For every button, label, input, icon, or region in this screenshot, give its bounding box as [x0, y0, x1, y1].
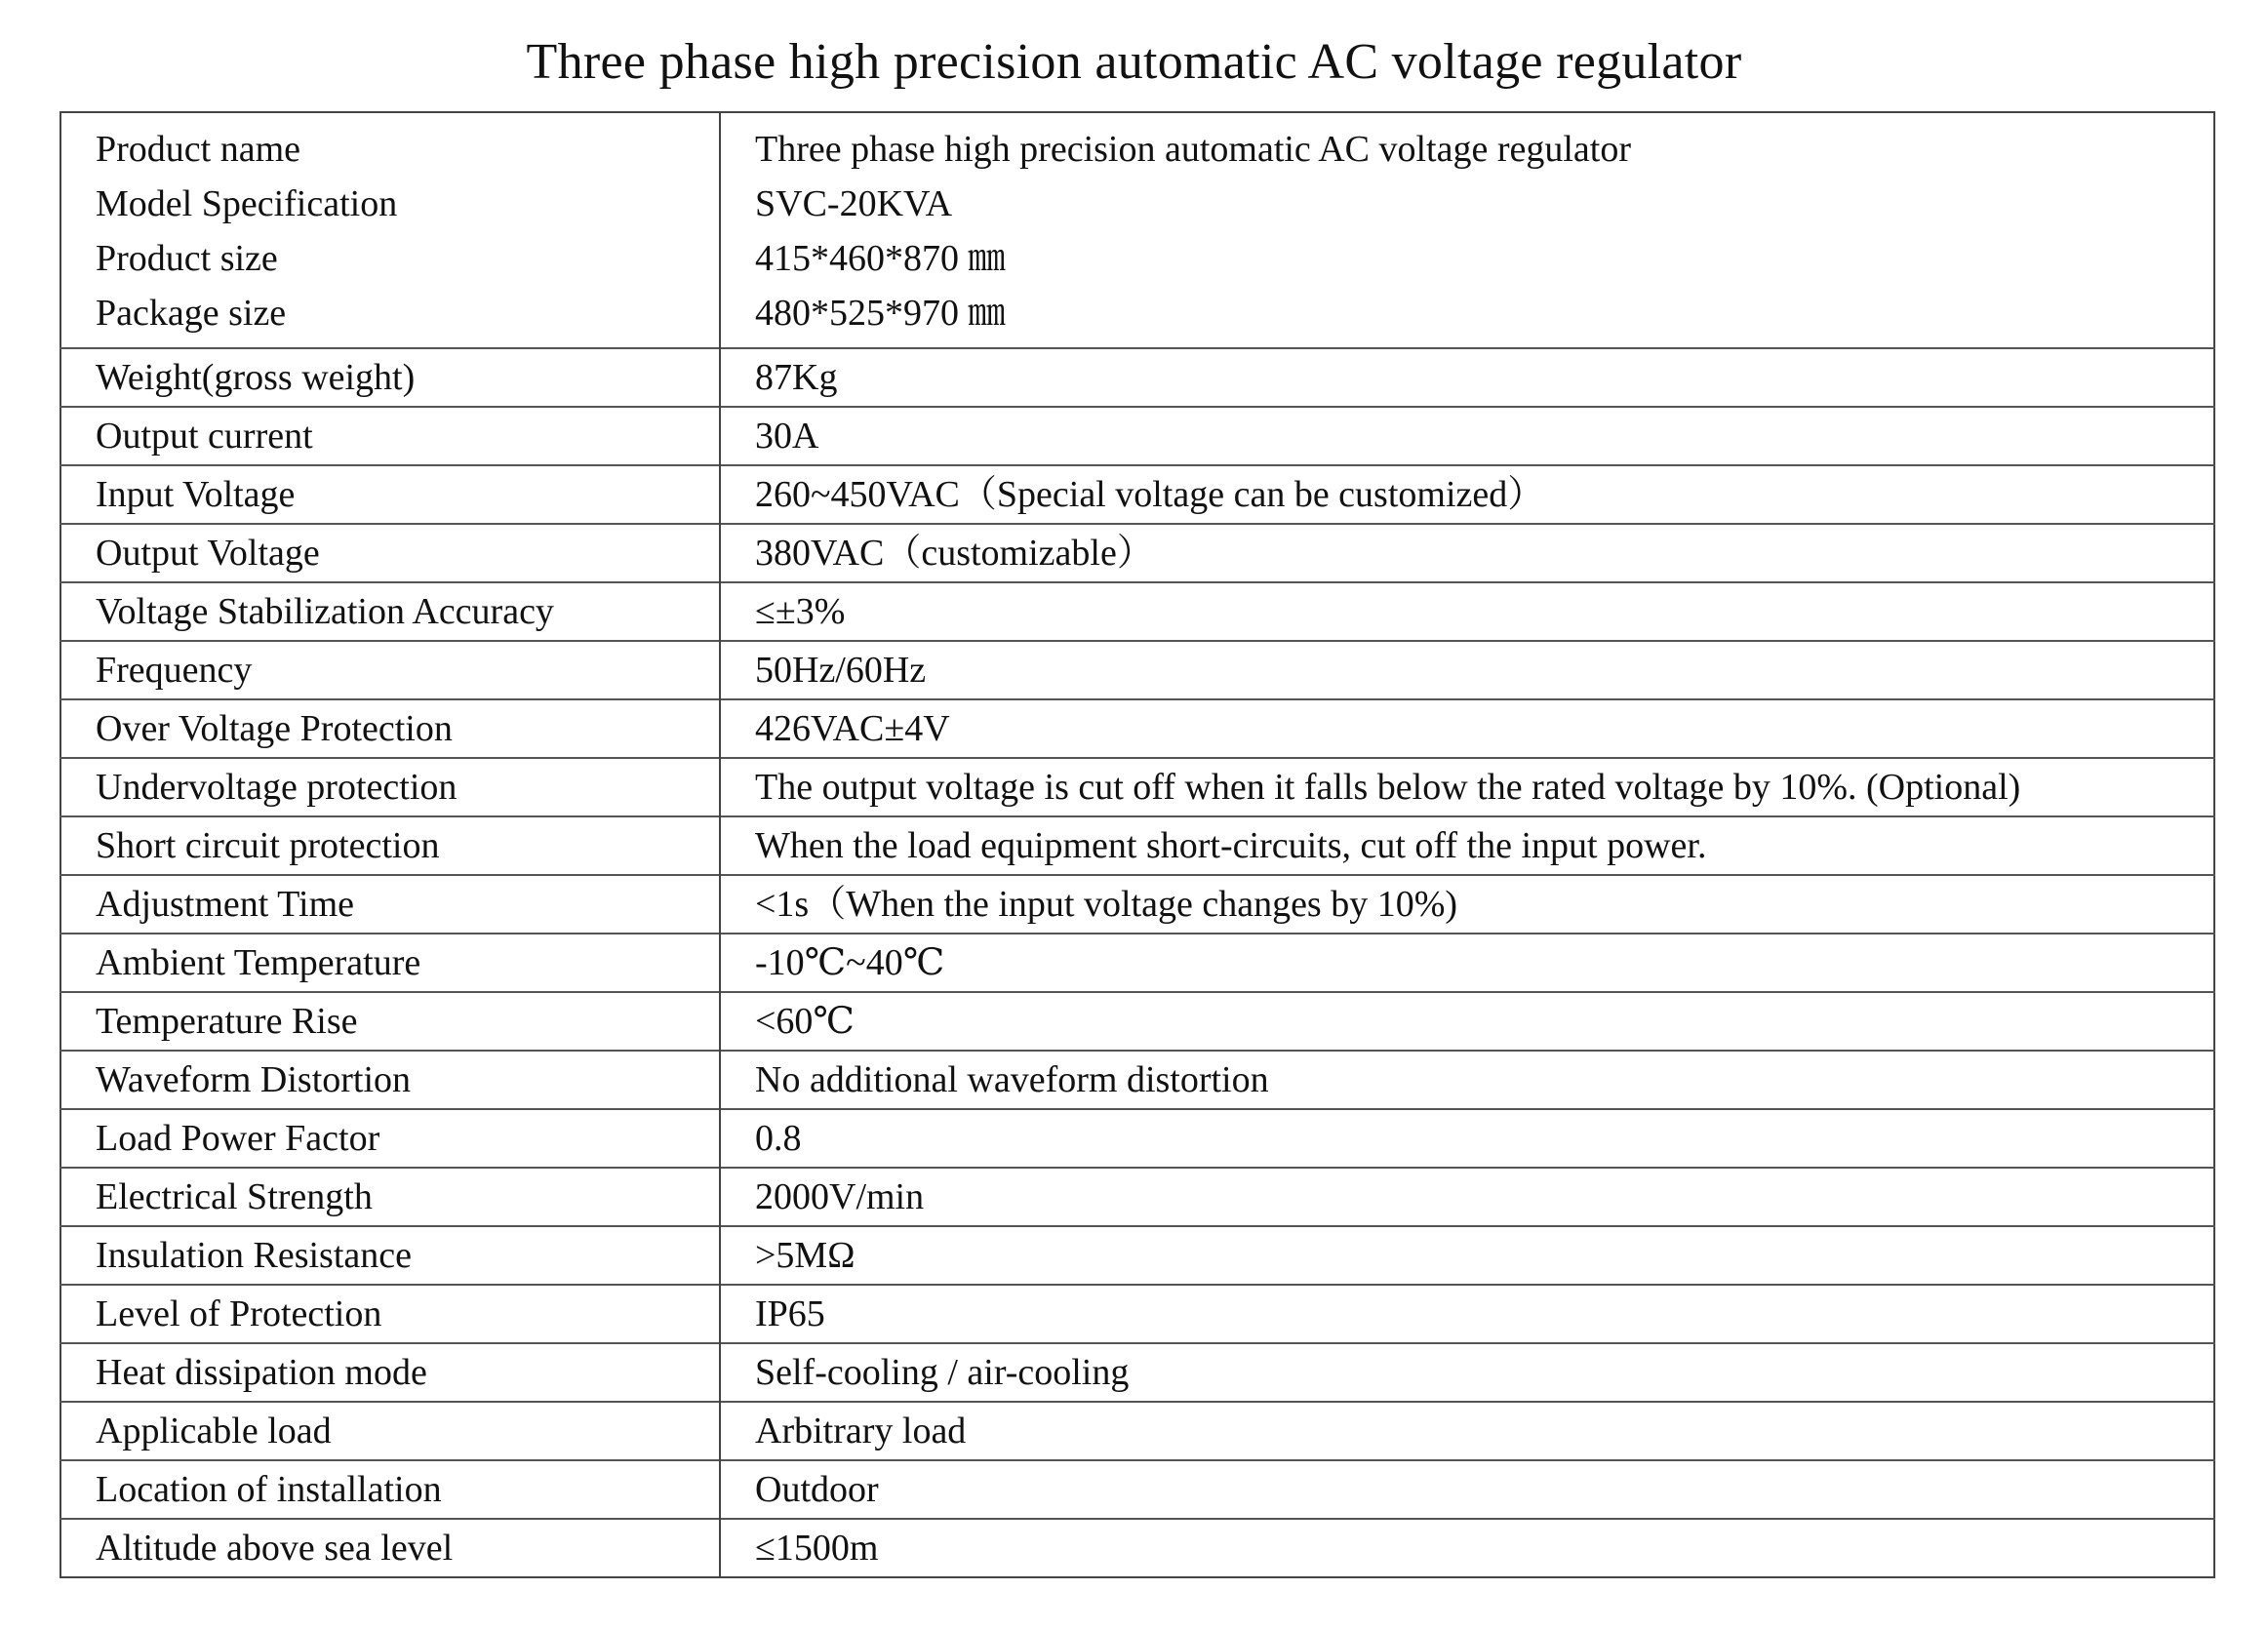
- table-row: [60, 992, 2214, 1051]
- table-row: [60, 348, 2214, 407]
- spec-value: ≤±3%: [720, 582, 2214, 641]
- spec-value: Self-cooling / air-cooling: [720, 1343, 2214, 1402]
- spec-value: <1s（When the input voltage changes by 10%): [720, 875, 2214, 934]
- spec-label: Over Voltage Protection: [60, 699, 720, 758]
- table-row: [60, 582, 2214, 641]
- spec-label: Insulation Resistance: [60, 1226, 720, 1285]
- table-row: [60, 641, 2214, 699]
- label-package-size: Package size: [96, 293, 287, 334]
- spec-value: 0.8: [720, 1109, 2214, 1168]
- table-row: [60, 1226, 2214, 1285]
- label-cell: [60, 112, 720, 348]
- spec-value: 2000V/min: [720, 1168, 2214, 1226]
- spec-value: No additional waveform distortion: [720, 1051, 2214, 1109]
- spec-value: The output voltage is cut off when it falls below the rated voltage by 10%. (Optional): [720, 758, 2214, 816]
- spec-label: Applicable load: [60, 1402, 720, 1460]
- spec-label: Altitude above sea level: [60, 1519, 720, 1577]
- label-model-specification: Model Specification: [96, 183, 398, 224]
- spec-label: Waveform Distortion: [60, 1051, 720, 1109]
- table-row: [60, 524, 2214, 582]
- spec-label: Level of Protection: [60, 1285, 720, 1343]
- table-row: [60, 699, 2214, 758]
- spec-label: Weight(gross weight): [60, 348, 720, 407]
- spec-label: Heat dissipation mode: [60, 1343, 720, 1402]
- spec-value: 30A: [720, 407, 2214, 465]
- spec-label: Short circuit protection: [60, 816, 720, 875]
- table-row: [60, 1168, 2214, 1226]
- value-package-size: 480*525*970 ㎜: [755, 293, 1006, 334]
- table-row: [60, 1109, 2214, 1168]
- table-row: [60, 1519, 2214, 1577]
- table-row: [60, 758, 2214, 816]
- table-row: [60, 1402, 2214, 1460]
- spec-label: Frequency: [60, 641, 720, 699]
- spec-value: 260~450VAC（Special voltage can be customized）: [720, 465, 2214, 524]
- spec-label: Output Voltage: [60, 524, 720, 582]
- spec-label: Input Voltage: [60, 465, 720, 524]
- spec-value: -10℃~40℃: [720, 934, 2214, 992]
- spec-label: Temperature Rise: [60, 992, 720, 1051]
- value-product-size: 415*460*870 ㎜: [755, 238, 1006, 279]
- spec-label: Undervoltage protection: [60, 758, 720, 816]
- table-row: [60, 1051, 2214, 1109]
- spec-label: Adjustment Time: [60, 875, 720, 934]
- spec-value: 426VAC±4V: [720, 699, 2214, 758]
- spec-value: Outdoor: [720, 1460, 2214, 1519]
- spec-value: IP65: [720, 1285, 2214, 1343]
- spec-label: Voltage Stabilization Accuracy: [60, 582, 720, 641]
- table-row: [60, 407, 2214, 465]
- value-cell: [720, 112, 2214, 348]
- table-row: [60, 816, 2214, 875]
- spec-label: Ambient Temperature: [60, 934, 720, 992]
- spec-value: When the load equipment short-circuits, cut off the input power.: [720, 816, 2214, 875]
- spec-value: Arbitrary load: [720, 1402, 2214, 1460]
- spec-value: >5MΩ: [720, 1226, 2214, 1285]
- table-row: [60, 934, 2214, 992]
- spec-value: <60℃: [720, 992, 2214, 1051]
- table-row: [60, 1343, 2214, 1402]
- table-row: [60, 875, 2214, 934]
- table-row: [60, 465, 2214, 524]
- document-title: Three phase high precision automatic AC voltage regulator: [526, 34, 1742, 90]
- spec-value: 87Kg: [720, 348, 2214, 407]
- spec-value: ≤1500m: [720, 1519, 2214, 1577]
- spec-value: 380VAC（customizable）: [720, 524, 2214, 582]
- spec-value: 50Hz/60Hz: [720, 641, 2214, 699]
- spec-label: Electrical Strength: [60, 1168, 720, 1226]
- value-model-specification: SVC-20KVA: [755, 183, 953, 224]
- label-product-size: Product size: [96, 238, 278, 279]
- spec-label: Location of installation: [60, 1460, 720, 1519]
- spec-label: Load Power Factor: [60, 1109, 720, 1168]
- table-row-product-info: [60, 112, 2214, 348]
- table-row: [60, 1285, 2214, 1343]
- label-product-name: Product name: [96, 129, 301, 170]
- spec-table-body: [60, 112, 2214, 1577]
- value-product-name: Three phase high precision automatic AC voltage regulator: [755, 129, 1631, 170]
- spec-table: [60, 111, 2215, 1578]
- table-row: [60, 1460, 2214, 1519]
- spec-label: Output current: [60, 407, 720, 465]
